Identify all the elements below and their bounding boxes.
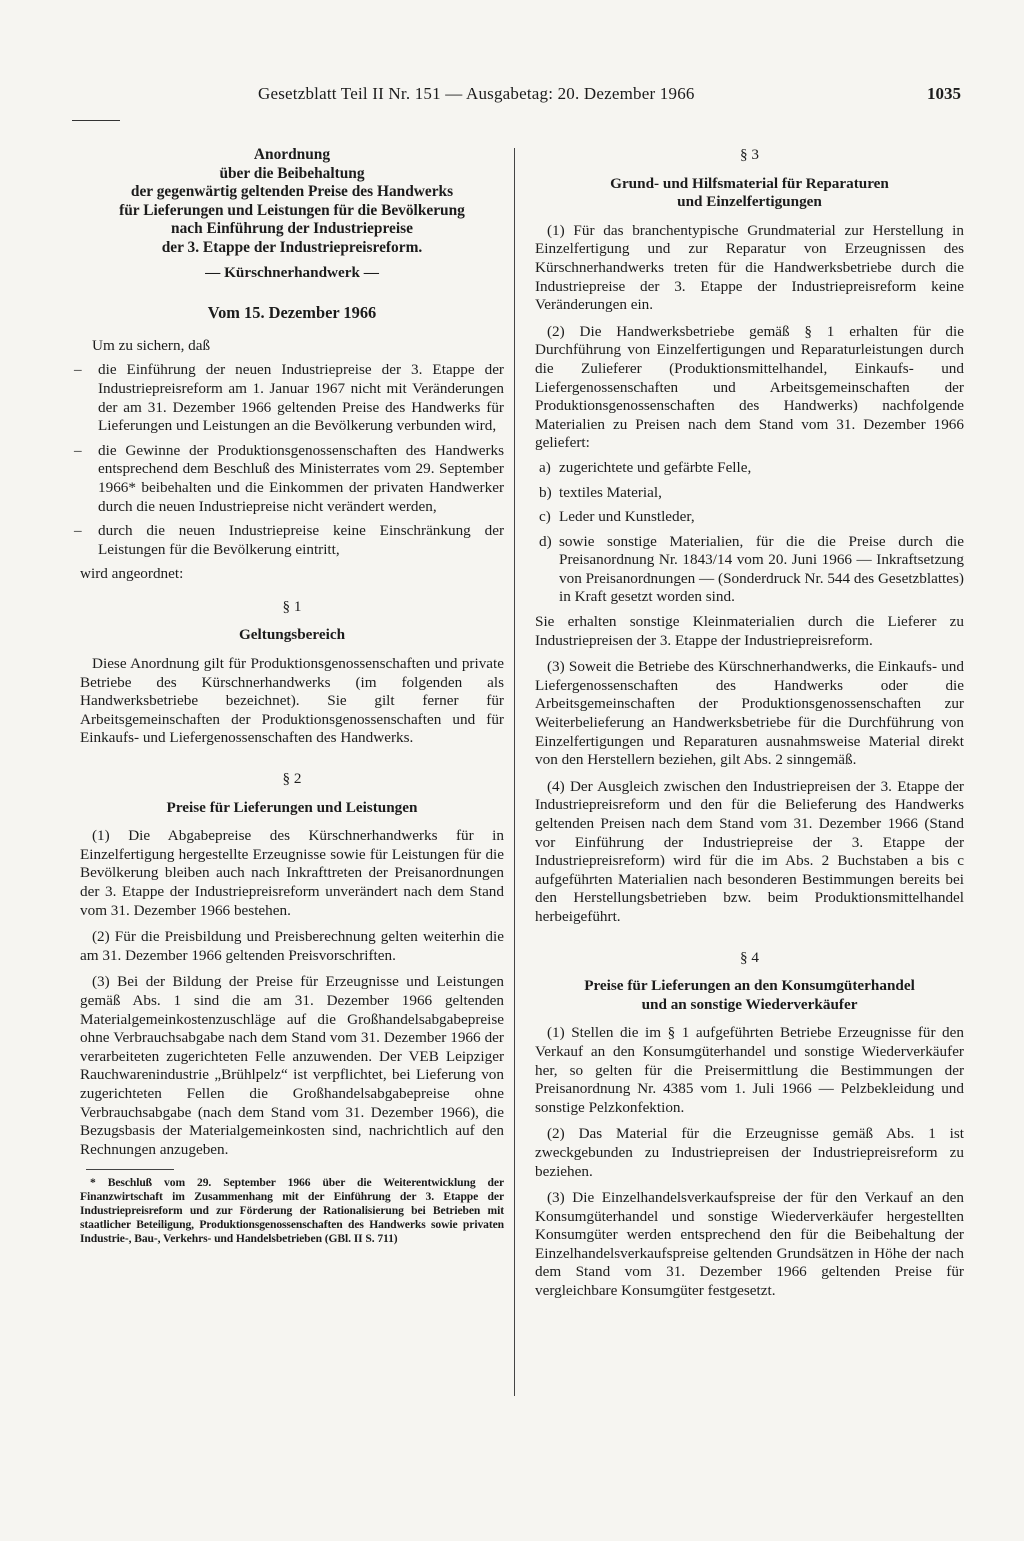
paragraph: (3) Die Einzelhandelsverkaufspreise der für den Verkauf an den Konsumgüterhandel und sonstige Wiederverkäufer hergestellten Konsumgüter werden entsprechend den für die Beibehaltung der Einzelhandelsverkaufspreise geltenden Grundsätzen in Höhe der nach dem Stand vom 31. Dezember 1966 geltenden Preise für vergleichbare Konsumgüter festgesetzt. xyxy=(535,1189,964,1300)
paragraph: (2) Für die Preisbildung und Preisberechnung gelten weiterhin die am 31. Dezember 1966 geltenden Preisvorschriften. xyxy=(80,928,504,964)
page-number: 1035 xyxy=(927,84,961,103)
running-header: Gesetzblatt Teil II Nr. 151 — Ausgabetag: 20. Dezember 1966 xyxy=(258,84,695,103)
paragraph: (1) Stellen die im § 1 aufgeführten Betriebe Erzeugnisse für den Verkauf an den Konsumgüterhandel und sonstige Wiederverkäufer her, so gelten für die Preisermittlung die Bestimmungen der Preisanordnung Nr. 4385 vom 1. Juli 1966 — Pelzbekleidung und sonstige Pelzkonfektion. xyxy=(535,1024,964,1116)
list-text: textiles Material, xyxy=(559,483,662,501)
paragraph: (1) Die Abgabepreise des Kürschnerhandwerks für in Einzelfertigung hergestellte Erzeugnisse sowie für Leistungen für die Bevölkerung bleiben auch nach Inkrafttreten der Preisanordnungen der 3. Etappe der Industriepreisreform unverändert nach dem Stand vom 31. Dezember 1966 bestehen. xyxy=(80,827,504,919)
preamble-list xyxy=(80,361,504,559)
list-marker: b) xyxy=(539,483,552,501)
decree-subtitle: — Kürschnerhandwerk — xyxy=(205,263,379,281)
paragraph: (1) Für das branchentypische Grundmaterial zur Herstellung in Einzelfertigung und zur Reparatur von Erzeugnissen des Kürschnerhandwerks treten für die Handwerksbetriebe durch die Industriepreise der 3. Etappe der Industriepreisreform keine Veränderungen ein. xyxy=(535,221,964,314)
paragraph: Sie erhalten sonstige Kleinmaterialien durch die Lieferer zu Industriepreisen der 3. Etappe der Industriepreisreform. xyxy=(535,613,964,649)
section-number: § 1 xyxy=(282,597,302,615)
title-line: für Lieferungen und Leistungen für die Bevölkerung xyxy=(119,201,465,219)
section-title-line: und Einzelfertigungen xyxy=(677,193,822,211)
list-item xyxy=(535,508,964,527)
header-rule xyxy=(72,120,120,121)
list-marker: c) xyxy=(539,508,551,526)
column-divider xyxy=(514,148,515,1396)
paragraph: (2) Das Material für die Erzeugnisse gemäß Abs. 1 ist zweckgebunden zu Industriepreisen der Industriepreisreform zu beziehen. xyxy=(535,1125,964,1180)
section-title xyxy=(535,977,964,1014)
list-marker: d) xyxy=(539,532,552,550)
right-column xyxy=(535,146,964,1301)
section-number: § 4 xyxy=(740,948,759,966)
paragraph: (4) Der Ausgleich zwischen den Industriepreisen der 3. Etappe der Industriepreisreform und den für die Belieferung des Handwerks geltenden Preisen nach dem Stand vom 31. Dezember 1966 (Stand vor Einführung der Industriepreise der 3. Etappe der Industriepreisreform) wird für die im Abs. 2 Buchstaben a bis c aufgeführten Materialien nach besonderen Bestimmungen bereits bei den Herstellungsbetrieben bzw. beim Produktionsmittelhandel herbeigeführt. xyxy=(535,777,964,925)
title-line: der gegenwärtig geltenden Preise des Handwerks xyxy=(130,183,454,201)
list-item xyxy=(535,459,964,478)
title-line: über die Beibehaltung xyxy=(219,164,365,182)
section-title-line: Preise für Lieferungen an den Konsumgüterhandel xyxy=(584,977,915,995)
footnote-rule xyxy=(86,1169,174,1170)
preamble-intro: Um zu sichern, daß xyxy=(92,336,211,354)
list-text: sowie sonstige Materialien, für die die Preise durch die Preisanordnung Nr. 1843/14 vom 20. Juni 1966 — Inkraftsetzung von Preisanordnungen — (Sonderdruck Nr. 544 des Gesetzblattes) in Kraft gesetzt worden sind. xyxy=(559,532,964,606)
footnote: * Beschluß vom 29. September 1966 über die Weiterentwicklung der Finanzwirtschaft im Zusammenhang mit der Einführung der 3. Etappe der Industriepreisreform und zur Förderung der Rationalisierung bei Betrieben mit staatlicher Beteiligung, Produktionsgenossenschaften des Handwerks sowie privaten Industrie-, Bau-, Verkehrs- und Handelsbetrieben (GBl. II S. 711) xyxy=(80,1176,504,1245)
section-number: § 3 xyxy=(740,146,759,163)
decree-date: Vom 15. Dezember 1966 xyxy=(207,303,377,323)
title-line: Anordnung xyxy=(253,146,331,163)
list-item: – die Gewinne der Produktionsgenossenschaften des Handwerks entsprechend dem Beschluß des Ministerrates vom 29. September 1966* beibehalten und die Einkommen der privaten Handwerker durch die neuen Industriepreise nicht verändert werden, xyxy=(80,442,504,516)
section-title: Preise für Lieferungen und Leistungen xyxy=(166,798,418,816)
list-item: – die Einführung der neuen Industriepreise der 3. Etappe der Industriepreisreform am 1. Januar 1967 nicht mit Veränderungen der am 31. Dezember 1966 geltenden Preise des Handwerks für Lieferungen und Leistungen an die Bevölkerung verbunden wird, xyxy=(80,361,504,435)
title-line: nach Einführung der Industriepreise xyxy=(171,220,413,238)
materials-list xyxy=(535,459,964,607)
list-text: Leder und Kunstleder, xyxy=(559,508,695,526)
paragraph: (3) Soweit die Betriebe des Kürschnerhandwerks, die Einkaufs- und Liefergenossenschaften des Handwerks oder die Arbeitsgemeinschaften der Produktionsgenossenschaften zur Weiterbelieferung an Handwerksbetriebe für die Durchführung von Einzelfertigungen und Reparaturen ausnahmsweise Material direkt von den Herstellern beziehen, gilt Abs. 2 sinngemäß. xyxy=(535,658,964,769)
paragraph: (2) Die Handwerksbetriebe gemäß § 1 erhalten für die Durchführung von Einzelfertigungen und Reparaturleistungen durch die Zulieferer (Produktionsmittelhandel, Einkaufs- und Liefergenossenschaften und Arbeitsgemeinschaften der Produktionsgenossenschaften des Handwerks) nachfolgende Materialien zu Preisen nach dem Stand vom 31. Dezember 1966 geliefert: xyxy=(535,322,964,452)
section-title-line: und an sonstige Wiederverkäufer xyxy=(641,995,858,1013)
section-title-line: Grund- und Hilfsmaterial für Reparaturen xyxy=(610,174,889,192)
section-title xyxy=(535,175,964,212)
list-marker: a) xyxy=(539,458,551,476)
decree-title xyxy=(80,146,504,258)
preamble-outro: wird angeordnet: xyxy=(80,565,184,583)
section-number: § 2 xyxy=(282,770,302,788)
section-title: Geltungsbereich xyxy=(238,626,346,644)
list-text: zugerichtete und gefärbte Felle, xyxy=(559,458,752,476)
list-item xyxy=(535,533,964,607)
paragraph: (3) Bei der Bildung der Preise für Erzeugnisse und Leistungen gemäß Abs. 1 sind die am 31. Dezember 1966 geltenden Materialgemeinkostenzuschläge auf die Großhandelsabgabepreise ohne Verbrauchsabgabe nach dem Stand vom 31. Dezember 1966 der verarbeiteten zugerichteten Felle anzuwenden. Der VEB Leipziger Rauchwarenindustrie „Brühlpelz“ ist verpflichtet, bei Lieferung von zugerichteten Fellen die Großhandelsabgabepreise ohne Verbrauchsabgabe (nach dem Stand vom 31. Dezember 1966), die Bezugsbasis der Materialgemeinkosten sind, nachrichtlich auf den Rechnungen anzugeben. xyxy=(80,973,504,1158)
paragraph: Diese Anordnung gilt für Produktionsgenossenschaften und private Betriebe des Kürschnerhandwerks (im folgenden als Handwerksbetriebe bezeichnet). Sie gilt ferner für Arbeitsgemeinschaften der Produktionsgenossenschaften und für Einkaufs- und Liefergenossenschaften des Handwerks. xyxy=(80,655,504,747)
left-column xyxy=(80,146,504,1245)
list-item xyxy=(535,484,964,503)
title-line: der 3. Etappe der Industriepreisreform. xyxy=(161,238,423,256)
list-item: – durch die neuen Industriepreise keine Einschränkung der Leistungen für die Bevölkerung eintritt, xyxy=(80,522,504,559)
